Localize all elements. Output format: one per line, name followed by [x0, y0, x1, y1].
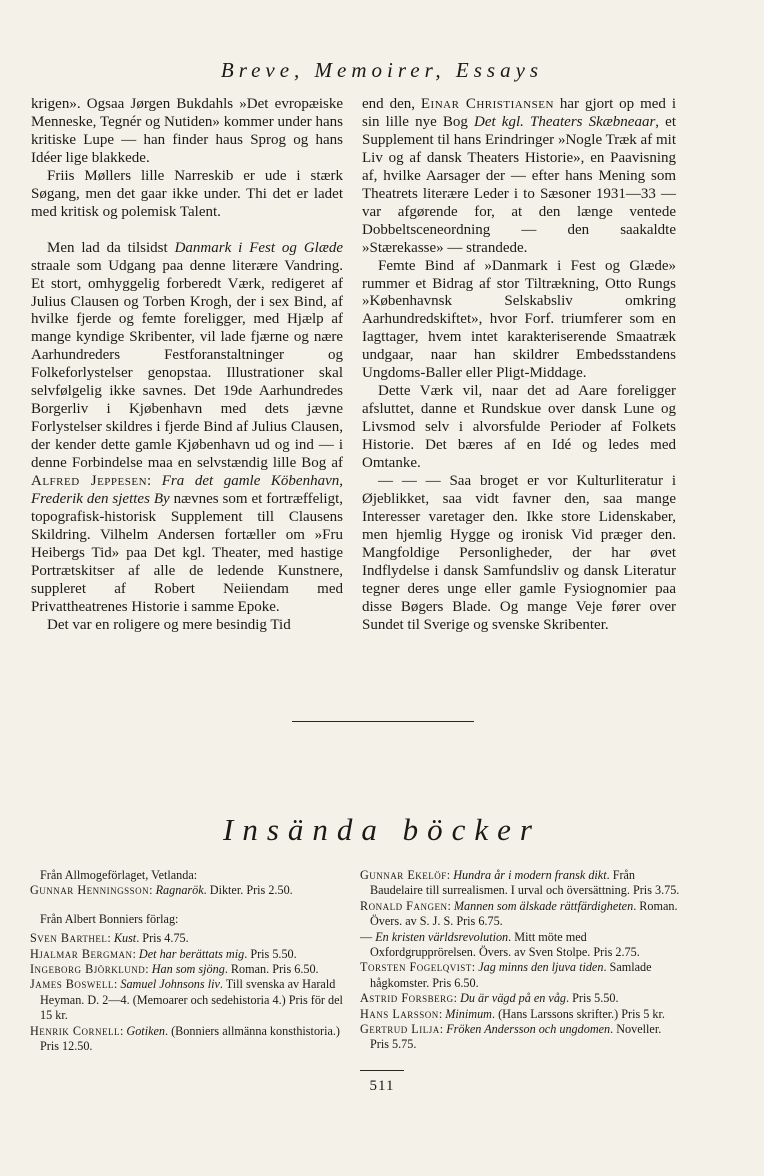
book-title: Jag minns den ljuva tiden: [478, 960, 604, 975]
book-entry: Sven Barthel: Kust. Pris 4.75.: [30, 931, 189, 946]
paragraph: [362, 383, 676, 473]
text: straale som Udgang paa denne literære Vandring. Et stort, omhyggelig forberedt Værk, redigeret af Julius Clausen og Torben Krogh, der i sex Bind, af hvilke fjerde og femte foreligger, med Hjælp af mange kyndige Skribenter, vil lade fjærne og nære Aarhundreders Festforanstaltninger og Folkeforlystelser genopstaa. Illustrationer skal selvfølgelig ikke savnes. Det 19de Aarhundredes Borgerliv i Kjøbenhavn med dets jævne Forlystelser skildres i fjerde Bind af Julius Clausen, der kender dette gamle Kjøbenhavn ud og ind — i denne Forbindelse maa en selvstændig lille Bog af: [31, 257, 343, 472]
book-title: Gotiken: [126, 1023, 165, 1038]
entry-details: . (Hans Larssons skrifter.) Pris 5 kr.: [491, 1006, 665, 1021]
text: nævnes som et fortræffeligt, topografisk-historisk Supplement till Clausens Skildring. Vilhelm Andersen fortæller om »Fru Heibergs Tid» paa Det kgl. Theater, med hastige Portrætskitser af alle de ledende Kunstnere, suppleret af Robert Neiiendam med Privattheatrenes Historie i samme Epoke.: [31, 491, 343, 615]
section-title: Insända böcker: [223, 812, 541, 847]
author-name: Gertrud Lilja: [360, 1022, 440, 1037]
book-title: Han som sjöng: [151, 962, 225, 977]
entry-details: . Roman. Övers. av S. J. S. Pris 6.75.: [370, 898, 678, 929]
entry-details: . Mitt möte med Oxfordgrupprörelsen. Övers. av Sven Stolpe. Pris 2.75.: [370, 929, 640, 960]
book-entry: Hans Larsson: Minimum. (Hans Larssons skrifter.) Pris 5 kr.: [360, 1006, 665, 1021]
author-name: Hans Larsson: [360, 1006, 439, 1021]
author-name: Torsten Fogelqvist: [360, 960, 472, 975]
entry-details: . Pris 5.50.: [244, 946, 297, 961]
left-column: [31, 96, 343, 635]
text: — — — Saa broget er vor Kulturliteratur i Øjeblikket, saa vidt favner den, saa mange Interesser varetager den. Ikke store Lidenskaber, men hjemlig Hygge og ironisk Vid præger den. Mangfoldige Personligheder, der har øvet Indflydelse i dansk Samfundsliv og dansk Literatur tegner deres unge eller gamle Fysiognomier paa disse Bøgers Blade. Og mange Veje fører over Sundet til Sverige og svenske Skribenter.: [362, 473, 676, 633]
paragraph: [362, 258, 676, 384]
book-entry: Gertrud Lilja: Fröken Andersson och ungdomen. Noveller. Pris 5.75.: [360, 1022, 662, 1052]
author-name: Gunnar Henningsson: [30, 883, 150, 898]
page-number: 511: [369, 1078, 395, 1094]
entry-details: . (Bonniers allmänna konsthistoria.) Pris 12.50.: [40, 1023, 340, 1054]
book-entry: Gunnar Ekelöf: Hundra år i modern fransk dikt. Från Baudelaire till surrealismen. I urval och översättning. Pris 3.75.: [360, 868, 680, 898]
book-title: Mannen som älskade rättfärdigheten: [453, 898, 634, 913]
text: Men lad da tilsidst: [47, 239, 175, 256]
book-title: Det har berättats mig: [138, 946, 245, 961]
text: har gjort op med i sin lille nye Bog: [362, 96, 676, 130]
text: krigen». Ogsaa Jørgen Bukdahls »Det evropæiske Menneske, Tegnér og Nutiden» kommer under hans kritiske Lupe — han finder haus Sprog og hans Idéer lige blakkede.: [31, 96, 343, 166]
entry-details: . Pris 4.75.: [136, 931, 189, 946]
entry-details: . Noveller. Pris 5.75.: [370, 1022, 662, 1052]
book-title: Ragnarök: [155, 883, 204, 898]
text: Friis Møllers lille Narreskib er ude i stærk Søgang, men det gaar ikke under. Thi det er ladet med kritisk og polemisk Talent.: [31, 167, 343, 220]
author-name: James Boswell: [30, 977, 114, 992]
author-name: Ingeborg Björklund: [30, 962, 146, 977]
entry-details: . Samlade hågkomster. Pris 6.50.: [370, 960, 652, 990]
book-entry: Ingeborg Björklund: Han som sjöng. Roman. Pris 6.50.: [30, 962, 319, 977]
entry-details: . Dikter. Pris 2.50.: [203, 883, 293, 898]
book-title: Fröken Andersson och ungdomen: [446, 1022, 611, 1037]
book-title: Du är vägd på en våg: [460, 991, 567, 1006]
book-title: Samuel Johnsons liv: [120, 977, 220, 992]
book-entry: Astrid Forsberg: Du är vägd på en våg. Pris 5.50.: [360, 991, 619, 1006]
book-title: Danmark i Fest og Glæde: [174, 239, 343, 256]
paragraph: [362, 96, 676, 258]
author-name: Einar Christiansen: [420, 96, 554, 112]
text: Dette Værk vil, naar det ad Aare foreligger afsluttet, danne et Rundskue over dansk Lune og Livsmod selv i alvorsfulde Perioder af Folkets Historie. Det bæres af en Idé og ledes med Omtanke.: [362, 383, 676, 472]
page-number-rule: [360, 1070, 404, 1071]
author-name: Gunnar Ekelöf: [360, 868, 447, 882]
book-entry: Gunnar Henningsson: Ragnarök. Dikter. Pris 2.50.: [30, 883, 293, 898]
book-entry: James Boswell: Samuel Johnsons liv. Till svenska av Harald Heyman. D. 2—4. (Memoarer och sedehistoria 4.) Pris för del 15 kr.: [30, 977, 343, 1023]
text: :: [147, 473, 162, 490]
book-entry: Henrik Cornell: Gotiken. (Bonniers allmänna konsthistoria.) Pris 12.50.: [30, 1023, 340, 1054]
book-title: Minimum: [445, 1006, 492, 1021]
author-name: Alfred Jeppesen: [31, 473, 148, 490]
text: , et Supplement til hans Erindringer »Nogle Træk af mit Liv og af dansk Theaters Historie», en Paavisning af, hvilke Aarsager der — efter hans Mening som Theatrets literære Leder i to Sæsoner 1931—33 — var afgørende for, at den længe ventede Dobbeltsceneordning — den saakaldte »Stærekasse» — strandede.: [362, 113, 677, 256]
author-name: Hjalmar Bergman: [30, 946, 133, 961]
paragraph: [362, 473, 676, 635]
entry-details: . Roman. Pris 6.50.: [224, 962, 319, 977]
author-name: Ronald Fangen: [360, 898, 448, 913]
paragraph: [31, 168, 343, 222]
spacer: [30, 899, 346, 912]
book-entry: Hjalmar Bergman: Det har berättats mig. Pris 5.50.: [30, 946, 297, 961]
publisher-heading: Från Albert Bonniers förlag:: [40, 911, 179, 926]
right-column: [362, 96, 676, 635]
book-title: En kristen världsrevolution: [375, 929, 509, 944]
ditto-dash: —: [360, 929, 376, 944]
book-entry: [360, 930, 680, 961]
paragraph: [31, 617, 343, 635]
book-entry: Torsten Fogelqvist: Jag minns den ljuva tiden. Samlade hågkomster. Pris 6.50.: [360, 960, 652, 990]
section-divider: [292, 721, 474, 722]
book-title: Fra det gamle Köbenhavn, Frederik den sjettes By: [31, 473, 343, 508]
author-name: Astrid Forsberg: [360, 991, 454, 1006]
book-title: Det kgl. Theaters Skæbneaar: [474, 113, 656, 130]
received-books-left: [30, 868, 346, 1054]
book-entry: Ronald Fangen: Mannen som älskade rättfärdigheten. Roman. Övers. av S. J. S. Pris 6.75.: [360, 898, 678, 929]
book-title: Kust: [113, 931, 137, 946]
text: Femte Bind af »Danmark i Fest og Glæde» rummer et Bidrag af stor Tiltrækning, Otto Rungs »Københavnsk Selskabsliv omkring Aarhundredskiftet», hvor Forf. triumferer som en Iagttager, hvem intet karakteriserende Smaatræk undgaar, naar han skildrer Embedsstandens Ungdoms-Baller eller Pligt-Middage.: [362, 257, 676, 382]
publisher-heading: Från Allmogeförlaget, Vetlanda:: [40, 868, 198, 882]
text: end den,: [362, 96, 421, 112]
entry-details: . Till svenska av Harald Heyman. D. 2—4. (Memoarer och sedehistoria 4.) Pris för del 15 kr.: [40, 977, 343, 1023]
author-name: Sven Barthel: [30, 931, 108, 946]
received-books-right: [360, 868, 680, 1053]
paragraph: [31, 96, 343, 168]
text: Det var en roligere og mere besindig Tid: [47, 616, 291, 633]
author-name: Henrik Cornell: [30, 1023, 120, 1038]
entry-details: . Pris 5.50.: [566, 991, 619, 1006]
book-title: Hundra år i modern fransk dikt: [453, 868, 607, 882]
running-head: Breve, Memoirer, Essays: [220, 58, 544, 82]
paragraph: [31, 240, 343, 617]
entry-details: . Från Baudelaire till surrealismen. I urval och översättning. Pris 3.75.: [370, 868, 680, 898]
